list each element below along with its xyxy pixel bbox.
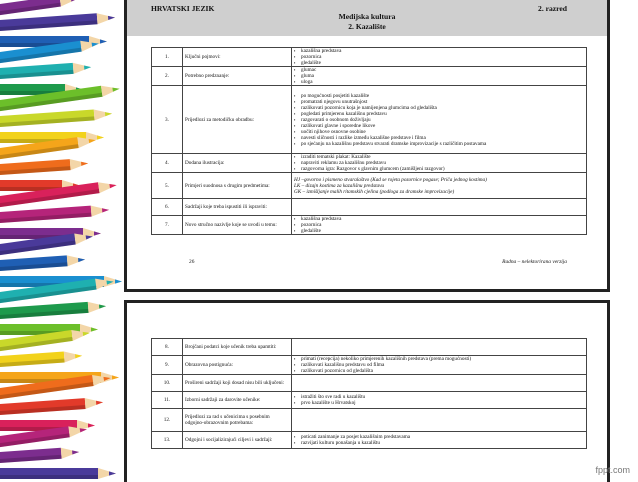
bullet-list xyxy=(294,93,584,147)
row-number: 10. xyxy=(152,375,183,392)
row-label: Dodana ilustracija: xyxy=(183,154,292,173)
grade-label: 2. razred xyxy=(538,4,567,13)
row-content xyxy=(292,173,587,199)
row-label: Primjeri suodnosa s drugim predmetima: xyxy=(183,173,292,199)
pencil xyxy=(0,350,83,367)
table-row xyxy=(152,339,587,356)
row-number: 4. xyxy=(152,154,183,173)
row-label: Obrazovna postignuća: xyxy=(183,356,292,375)
row-content xyxy=(292,375,587,392)
list-item: ▪ uočiti njihove osnovne osobine xyxy=(301,129,584,135)
list-item: ▪ prvo kazalište u Hrvatskoj xyxy=(301,400,584,406)
row-number: 7. xyxy=(152,216,183,235)
colored-pencils-decoration xyxy=(0,0,135,479)
list-item: ▪ kazališna predstava xyxy=(301,48,584,54)
pencil xyxy=(0,254,86,272)
table-row xyxy=(152,67,587,86)
pencil xyxy=(0,0,79,16)
list-item: ▪ poticati zanimanje za posjet kazališnim predstavama xyxy=(301,434,584,440)
row-label: Prijedlozi za rad s učenicima s posebnim odgojno-obrazovnim potrebama: xyxy=(183,409,292,432)
pencil xyxy=(0,301,107,320)
bullet-list xyxy=(294,356,584,374)
row-number: 2. xyxy=(152,67,183,86)
list-item: ▪ po sjećanju na kazališnu predstavu stvarati dramske improvizacije s različitim postavama xyxy=(301,141,584,147)
row-content xyxy=(292,392,587,409)
list-item: ▪ glumac xyxy=(301,67,584,73)
list-item: ▪ razlikovati pozornicu od gledališta xyxy=(301,368,584,374)
row-label: Izborni sadržaji za darovite učenike: xyxy=(183,392,292,409)
table-row xyxy=(152,48,587,67)
list-item: ▪ razlikovati kazališnu predstavu od filma xyxy=(301,362,584,368)
pencil xyxy=(0,468,116,479)
section-title: Medijska kultura xyxy=(338,12,396,21)
table-row xyxy=(152,199,587,216)
row-label: Prijedlozi za metodičku obradbu: xyxy=(183,86,292,154)
table-row xyxy=(152,86,587,154)
running-footer: Radna – nelektorirana verzija xyxy=(502,259,567,265)
row-content xyxy=(292,48,587,67)
list-item: ▪ navesti sličnosti i razlike između kazališne predstave i filma xyxy=(301,135,584,141)
row-content xyxy=(292,216,587,235)
row-content xyxy=(292,154,587,173)
list-item: ▪ po mogućnosti posjetiti kazalište xyxy=(301,93,584,99)
row-content xyxy=(292,86,587,154)
bullet-list xyxy=(294,154,584,172)
table-row xyxy=(152,375,587,392)
row-content xyxy=(292,432,587,449)
table-row xyxy=(152,356,587,375)
list-item: ▪ gledalište xyxy=(301,228,584,234)
row-number: 6. xyxy=(152,199,183,216)
lesson-table xyxy=(151,47,587,235)
list-item: ▪ uloga xyxy=(301,79,584,85)
row-content xyxy=(292,356,587,375)
table-row xyxy=(152,154,587,173)
table-row xyxy=(152,392,587,409)
list-item: ▪ kazališna predstava xyxy=(301,216,584,222)
row-label: Brojčani podatci koje učenik treba upamtiti: xyxy=(183,339,292,356)
list-item: ▪ razgovorna igra: Razgovor s glavnim glumcem (zamišljeni razgovor) xyxy=(301,166,584,172)
pencil xyxy=(0,158,89,176)
row-number: 11. xyxy=(152,392,183,409)
table-row xyxy=(152,432,587,449)
row-content xyxy=(292,409,587,432)
row-content xyxy=(292,339,587,356)
row-label: Odgojni i socijalizirajući ciljevi i sadržaji: xyxy=(183,432,292,449)
lesson-table-continued xyxy=(151,338,587,449)
pencil xyxy=(0,204,110,223)
row-number: 1. xyxy=(152,48,183,67)
row-label: Sadržaji koje treba ispustiti ili ispraviti: xyxy=(183,199,292,216)
row-number: 5. xyxy=(152,173,183,199)
bullet-list xyxy=(294,67,584,85)
pencil xyxy=(0,108,112,127)
page-header xyxy=(127,0,607,36)
pencil xyxy=(0,446,80,463)
bullet-list xyxy=(294,216,584,234)
table-row xyxy=(152,173,587,199)
list-item: ▪ gluma xyxy=(301,73,584,79)
topic-title: 2. Kazalište xyxy=(348,22,386,31)
document-page-2 xyxy=(124,300,610,482)
list-item: ▪ razlikovati glavne i sporedne likove xyxy=(301,123,584,129)
row-content xyxy=(292,67,587,86)
list-item: ▪ razvijati kulturu ponašanja u kazalištu xyxy=(301,440,584,446)
table-row xyxy=(152,409,587,432)
list-item: ▪ pogledati primjerenu kazališnu predstavu xyxy=(301,111,584,117)
pencil xyxy=(0,12,115,32)
row-number: 9. xyxy=(152,356,183,375)
list-item: ▪ napraviti reklamu za kazališnu predstavu xyxy=(301,160,584,166)
correlation-line: GK – izmišljanje malih ritamskih cjelina (podloga za dramske improvizacije) xyxy=(294,188,455,195)
correlation-line: LK – dizajn kostima za kazališnu predstavu xyxy=(294,182,385,189)
pencil xyxy=(0,62,92,80)
list-item: ▪ razgovarati o osobnom doživljaju xyxy=(301,117,584,123)
pencil xyxy=(0,397,104,416)
row-number: 13. xyxy=(152,432,183,449)
row-number: 3. xyxy=(152,86,183,154)
table-row xyxy=(152,216,587,235)
list-item: ▪ istražiti što sve radi u kazalištu xyxy=(301,394,584,400)
list-item: ▪ primati (recepcija) nekoliko primjerenih kazališnih predstava (prema mogućnosti) xyxy=(301,356,584,362)
row-label: Prošireni sadržaji koji dosad nisu bili uključeni: xyxy=(183,375,292,392)
document-page-1 xyxy=(124,0,610,292)
list-item: ▪ razlikovati pozornicu koja je namijenjena glumcima od gledališta xyxy=(301,105,584,111)
subject-title: HRVATSKI JEZIK xyxy=(151,4,215,13)
list-item: ▪ izraditi tematski plakat: Kazalište xyxy=(301,154,584,160)
bullet-list xyxy=(294,48,584,66)
list-item: ▪ gledalište xyxy=(301,60,584,66)
row-label: Ključni pojmovi: xyxy=(183,48,292,67)
list-item: ▪ pozornica xyxy=(301,222,584,228)
row-number: 12. xyxy=(152,409,183,432)
bullet-list xyxy=(294,434,584,446)
list-item: ▪ pozornica xyxy=(301,54,584,60)
row-content xyxy=(292,199,587,216)
row-number: 8. xyxy=(152,339,183,356)
correlation-line: HJ –govorno i pismeno stvaralaštvo (Kad se rojeta pozornice pogase; Priča jednog kostima) xyxy=(294,176,487,183)
row-label: Novo stručno nazivlje koje se uvodi u temu: xyxy=(183,216,292,235)
list-item: ▪ promatrati njegovu unutrašnjost xyxy=(301,99,584,105)
page-number: 26 xyxy=(189,259,195,265)
bullet-list xyxy=(294,394,584,406)
brand-watermark: fppt.com xyxy=(595,465,630,475)
row-label: Potrebno predznanje: xyxy=(183,67,292,86)
